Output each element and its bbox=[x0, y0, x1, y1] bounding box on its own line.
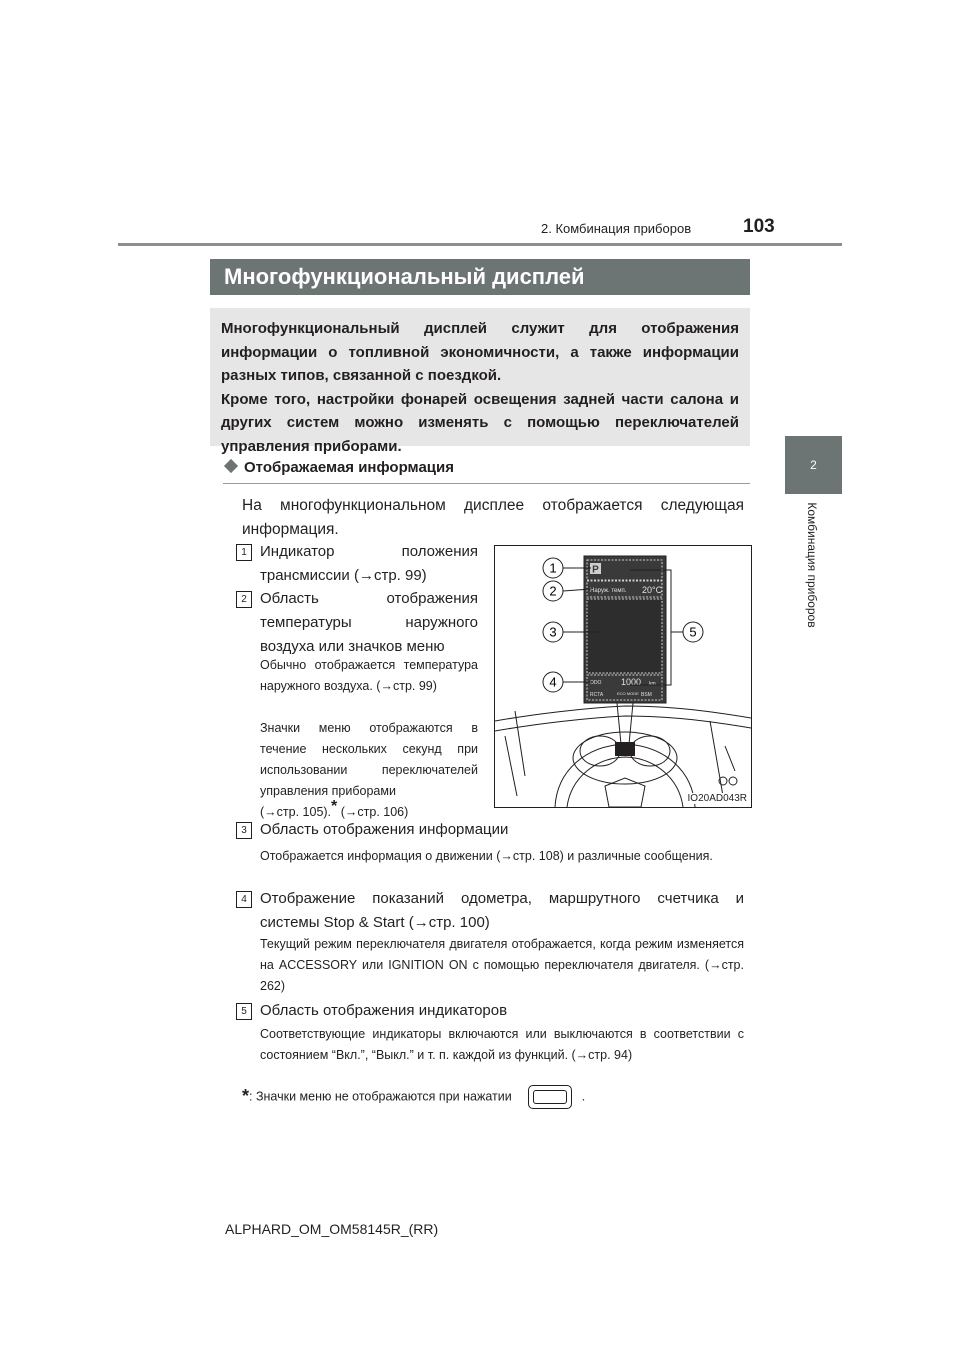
dashboard-figure bbox=[494, 545, 752, 808]
document-footer: ALPHARD_OM_OM58145R_(RR) bbox=[225, 1221, 439, 1237]
item-number-5: 5 bbox=[236, 1003, 252, 1020]
figure-code: IO20AD043R bbox=[687, 793, 747, 804]
footnote bbox=[242, 1085, 742, 1109]
item-2-note-2b: (→стр. 105). bbox=[260, 805, 332, 819]
chapter-tab-label-text: Комбинация приборов bbox=[805, 502, 819, 628]
item-1-text: Индикатор положения трансмиссии (→стр. 99) bbox=[260, 543, 478, 584]
rcta-label: RCTA bbox=[590, 692, 604, 698]
lead-paragraph: На многофункциональном дисплее отображается следующая информация. bbox=[242, 497, 744, 538]
chapter-tab-number: 2 bbox=[810, 458, 817, 472]
callout-3: 3 bbox=[549, 624, 557, 640]
subheading bbox=[223, 459, 750, 484]
item-3-text: Область отображения информации bbox=[260, 821, 509, 838]
item-5-note: Соответствующие индикаторы включаются или выключаются в соответствии с состоянием “Вкл.”, “Выкл.” и т. п. каждой из функций. (→стр. 94) bbox=[260, 1027, 744, 1062]
temp-label: Наруж. темп. bbox=[590, 588, 627, 594]
item-2-note-2c: (→стр. 106) bbox=[337, 805, 409, 819]
section-title: Многофункциональный дисплей bbox=[210, 259, 750, 295]
callout-5: 5 bbox=[689, 624, 697, 640]
footnote-end: . bbox=[581, 1089, 586, 1104]
cluster-display bbox=[615, 742, 635, 756]
item-5-text: Область отображения индикаторов bbox=[260, 1002, 508, 1019]
item-4-text: Отображение показаний одометра, маршрутного счетчика и системы Stop & Start (→стр. 100) bbox=[260, 890, 744, 931]
item-2-note-2a: Значки меню отображаются в течение нескольких секунд при использовании переключателей управления приборами bbox=[260, 721, 478, 798]
odo-value: 1000 bbox=[621, 677, 642, 687]
info-area bbox=[587, 599, 662, 673]
page-number: 103 bbox=[743, 216, 775, 237]
item-2-text: Область отображения температуры наружного воздуха или значков меню bbox=[260, 590, 478, 655]
intro-box bbox=[210, 308, 750, 455]
item-2-note-2 bbox=[260, 718, 478, 823]
eco-label: ECO MODE bbox=[617, 691, 639, 696]
intro-paragraph: Многофункциональный дисплей служит для отображения информации о топливной экономичности, а также информации разных типов, связанной с поездкой. bbox=[221, 320, 739, 384]
item-number-4: 4 bbox=[236, 891, 252, 908]
item-3-note: Отображается информация о движении (→стр. 108) и различные сообщения. bbox=[260, 849, 713, 863]
callout-2: 2 bbox=[549, 583, 557, 599]
footnote-star-mark: * bbox=[242, 1086, 250, 1106]
callout-1: 1 bbox=[549, 560, 557, 576]
running-header-section: 2. Комбинация приборов bbox=[541, 221, 692, 236]
dashboard-illustration bbox=[495, 546, 751, 807]
subheading-text: Отображаемая информация bbox=[244, 459, 454, 476]
gear-text: P bbox=[592, 564, 599, 576]
item-number-1: 1 bbox=[236, 544, 252, 561]
odo-unit: km bbox=[649, 681, 656, 687]
diamond-icon bbox=[224, 459, 238, 473]
zoom-pointer bbox=[617, 703, 633, 744]
switch-button-icon bbox=[528, 1085, 572, 1109]
bsm-label: BSM bbox=[641, 692, 652, 698]
intro-paragraph: Кроме того, настройки фонарей освещения задней части салона и других систем можно изменять с помощью переключателей управления приборами. bbox=[221, 390, 739, 455]
footnote-text: : Значки меню не отображаются при нажатии bbox=[249, 1089, 512, 1104]
item-4-note: Текущий режим переключателя двигателя отображается, когда режим изменяется на ACCESSORY или IGNITION ON с помощью переключателя двигателя. (→стр. 262) bbox=[260, 937, 744, 993]
temp-value: 20°C bbox=[642, 585, 663, 595]
odo-label: ODO bbox=[590, 680, 602, 686]
item-number-2: 2 bbox=[236, 591, 252, 608]
footnote-star: * bbox=[331, 797, 338, 815]
callout-4: 4 bbox=[549, 674, 557, 690]
item-number-3: 3 bbox=[236, 822, 252, 839]
chapter-tab bbox=[785, 436, 842, 494]
item-2-note-1: Обычно отображается температура наружного воздуха. (→стр. 99) bbox=[260, 658, 478, 693]
header-rule bbox=[118, 243, 842, 246]
